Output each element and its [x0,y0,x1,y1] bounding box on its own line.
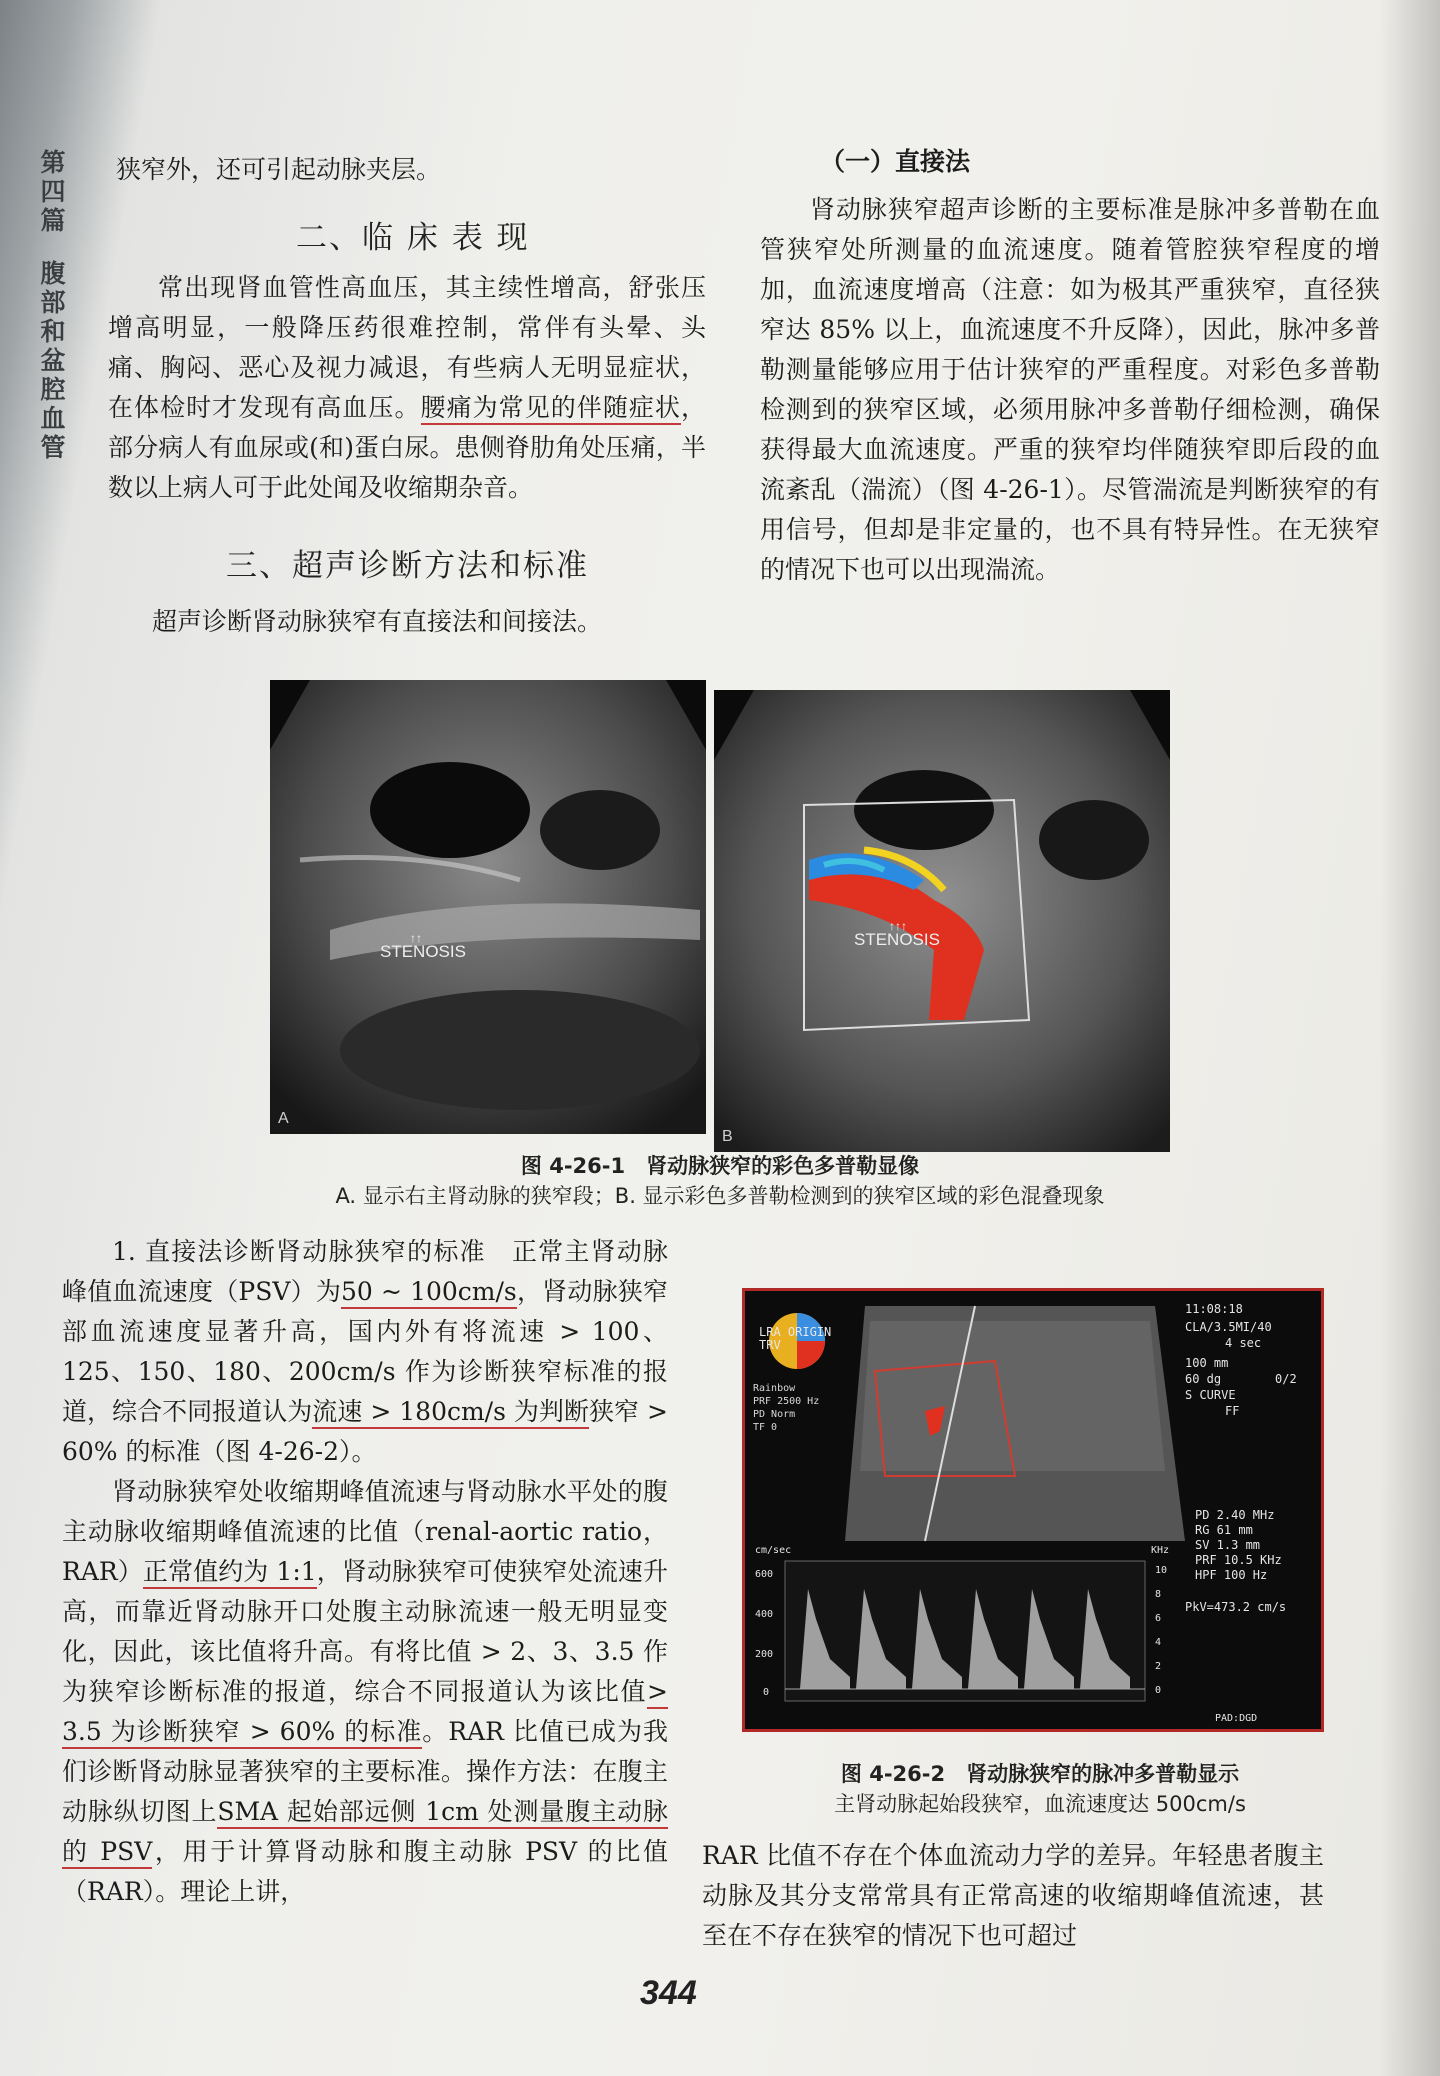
mode-text: Rainbow [753,1383,796,1394]
svg-text:↑↑: ↑↑ [410,931,422,945]
footer-text: PAD:DGD [1215,1713,1258,1724]
y2-tick: 0 [1155,1685,1162,1696]
text-span: 。RAR 比值已成为我们诊断肾动脉显著狭窄的主要标准。操作方法：在腹主动脉纵切图上 [62,1717,669,1826]
mode-text: PRF 2500 Hz [753,1396,820,1407]
y2-unit: KHz [1151,1545,1170,1556]
figure1-caption-title: 图 4-26-1 肾动脉狭窄的彩色多普勒显像 [520,1154,920,1178]
side-tab-char: 盆 [40,346,66,375]
rar-paragraph [702,1836,1324,1956]
side-tab [38,148,68,462]
mode-text: TF 0 [753,1422,778,1433]
setting-text: 60 dg [1185,1372,1222,1386]
text-span: ，用于计算肾动脉和腹主动脉 PSV 的比值（RAR）。理论上讲， [62,1837,668,1906]
panel-b-letter: B [722,1128,733,1145]
highlight-normal-psv: 50 ~ 100cm/s [341,1277,517,1309]
y-tick: 600 [755,1569,774,1580]
y2-tick: 10 [1155,1565,1168,1576]
side-tab-char: 腹 [40,259,66,288]
frame-text: 4 sec [1225,1336,1262,1350]
figure1-panel-a [270,680,706,1134]
rar-text: RAR 比值不存在个体血流动力学的差异。年轻患者腹主动脉及其分支常常具有正常高速的收缩期峰值流速，甚至在不存在狭窄的情况下也可超过 [702,1841,1324,1950]
doppler-screen [745,1291,1321,1729]
clinical-text-a: 常出现肾血管性高血压，其主 [158,273,498,302]
ultrasound-intro: 超声诊断肾动脉狭窄有直接法和间接法。 [152,607,603,636]
y-tick: 0 [763,1687,770,1698]
section-heading-clinical: 二、临 床 表 现 [296,220,530,256]
setting-text: 100 mm [1185,1356,1229,1370]
y2-tick: 4 [1155,1637,1162,1648]
unit-text: cm/sec [755,1545,792,1556]
criteria-paragraph-2 [62,1472,668,1912]
setting-text: 0/2 [1275,1372,1297,1386]
figure1-panel-b [714,690,1170,1152]
setting-text: S CURVE [1185,1388,1236,1402]
figure2-caption-sub: 主肾动脉起始段狭窄，血流速度达 500cm/s [834,1792,1246,1816]
ultrasound-color-doppler-image [714,690,1170,1152]
clinical-text-c: ，部分病人有血尿或(和)蛋白尿。患侧脊肋角处压痛，半数以上病人可于此处闻及收缩期杂音。 [108,393,706,502]
text-span: 狭窄 > 60% 的标准（图 4-26-2）。 [62,1397,668,1466]
highlight-lumbago: 腰痛为常见的伴随症状 [421,393,681,425]
figure1-caption-sub: A. 显示右主肾动脉的狭窄段；B. 显示彩色多普勒检测到的狭窄区域的彩色混叠现象 [335,1184,1105,1208]
text-span: 肾动脉狭窄处收缩期峰值流速与肾动脉水平处的腹主动脉收缩期峰值流速的比值（renal-aortic ratio，RAR） [62,1477,668,1586]
side-tab-char: 血 [40,404,66,433]
panel-a-letter: A [278,1110,289,1127]
stenosis-label-a: STENOSIS [380,942,466,961]
side-tab-char: 篇 [40,206,66,235]
criteria-paragraph-1 [62,1232,668,1472]
color-label-2: TRV [759,1338,781,1352]
direct-method-text: 肾动脉狭窄超声诊断的主要标准是脉冲多普勒在血管狭窄处所测量的血流速度。随着管腔狭窄程度的增加，血流速度增高（注意：如为极其严重狭窄，直径狭窄达 85% 以上，血流速度不升反降），因此，脉冲多普勒测量能够应用于估计狭窄的严重程度。对彩色多普勒检测到的狭窄区域，必须用脉冲多普勒仔细检测，确保获得最大血流速度。严重的狭窄均伴随狭窄即后段的血流紊乱（湍流）（图 4-26-1）。尽管湍流是判断狭窄的有用信号，但却是非定量的，也不具有特异性。在无狭窄的情况下也可以出现湍流。 [760,195,1380,584]
y2-tick: 2 [1155,1661,1162,1672]
subheading-direct-method: （一）直接法 [820,147,971,176]
highlight-sma-method: SMA 起始部远侧 1cm 处测量腹主动脉的 PSV [62,1797,668,1869]
param-text: SV 1.3 mm [1195,1538,1261,1552]
setting-text: FF [1225,1404,1240,1418]
section-heading-ultrasound: 三、超声诊断方法和标准 [226,548,589,584]
color-label: LRA ORIGIN [759,1325,832,1339]
side-tab-char: 四 [40,177,66,206]
criteria-section [62,1232,668,1912]
text-span: ，肾动脉狭窄可使狭窄处流速升高，而靠近肾动脉开口处腹主动脉流速一般无明显变化，因此，该比值将升高。有将比值 > 2、3、3.5 作为狭窄诊断标准的报道，综合不同报道认为该比值 [62,1557,669,1706]
y2-tick: 8 [1155,1589,1162,1600]
param-text: PRF 10.5 KHz [1195,1553,1282,1567]
side-tab-char: 和 [40,317,66,346]
side-tab-char: 管 [40,433,66,462]
clinical-paragraph [108,268,706,508]
side-tab-char: 部 [40,288,66,317]
probe-text: CLA/3.5MI/40 [1185,1320,1272,1334]
y-tick: 400 [755,1609,774,1620]
figure2-doppler-image [742,1288,1324,1732]
ultrasound-grayscale-image [270,680,706,1134]
highlight-rar-normal: 正常值约为 1:1 [143,1557,317,1589]
mode-text: PD Norm [753,1409,796,1420]
param-text: PD 2.40 MHz [1195,1508,1275,1522]
param-text: RG 61 mm [1195,1523,1253,1537]
clinical-text-b: 续性增高，舒张压增高明显，一般降压药很难控制，常伴有头晕、头痛、胸闷、恶心及视力减退，有些病人无明显症状，在体检时才发现有高血压。 [108,273,706,422]
text-span: ，肾动脉狭窄部血流速度显著升高，国内外有将流速 > 100、125、150、180、200cm/s 作为诊断狭窄标准的报道，综合不同报道认为 [62,1277,668,1426]
y-tick: 200 [755,1649,774,1660]
continuation-text: 狭窄外，还可引起动脉夹层。 [116,155,442,184]
highlight-velocity-threshold: 流速 > 180cm/s 为判断 [312,1397,589,1429]
side-tab-char: 第 [40,148,66,177]
page-number: 344 [640,1974,697,2012]
direct-method-paragraph [760,190,1380,590]
clock-text: 11:08:18 [1185,1302,1243,1316]
svg-text:↑↑↑: ↑↑↑ [889,919,907,933]
stenosis-label-b: STENOSIS [854,930,940,949]
figure2-caption-title: 图 4-26-2 肾动脉狭窄的脉冲多普勒显示 [840,1762,1240,1786]
param-text: HPF 100 Hz [1195,1568,1268,1582]
side-tab-char: 腔 [40,375,66,404]
peak-velocity-text: PkV=473.2 cm/s [1185,1600,1287,1614]
text-span: 1. 直接法诊断肾动脉狭窄的标准 正常主肾动脉峰值血流速度（PSV）为 [62,1237,668,1306]
y2-tick: 6 [1155,1613,1162,1624]
highlight-rar-threshold: > 3.5 为诊断狭窄 > 60% 的标准 [62,1677,668,1749]
